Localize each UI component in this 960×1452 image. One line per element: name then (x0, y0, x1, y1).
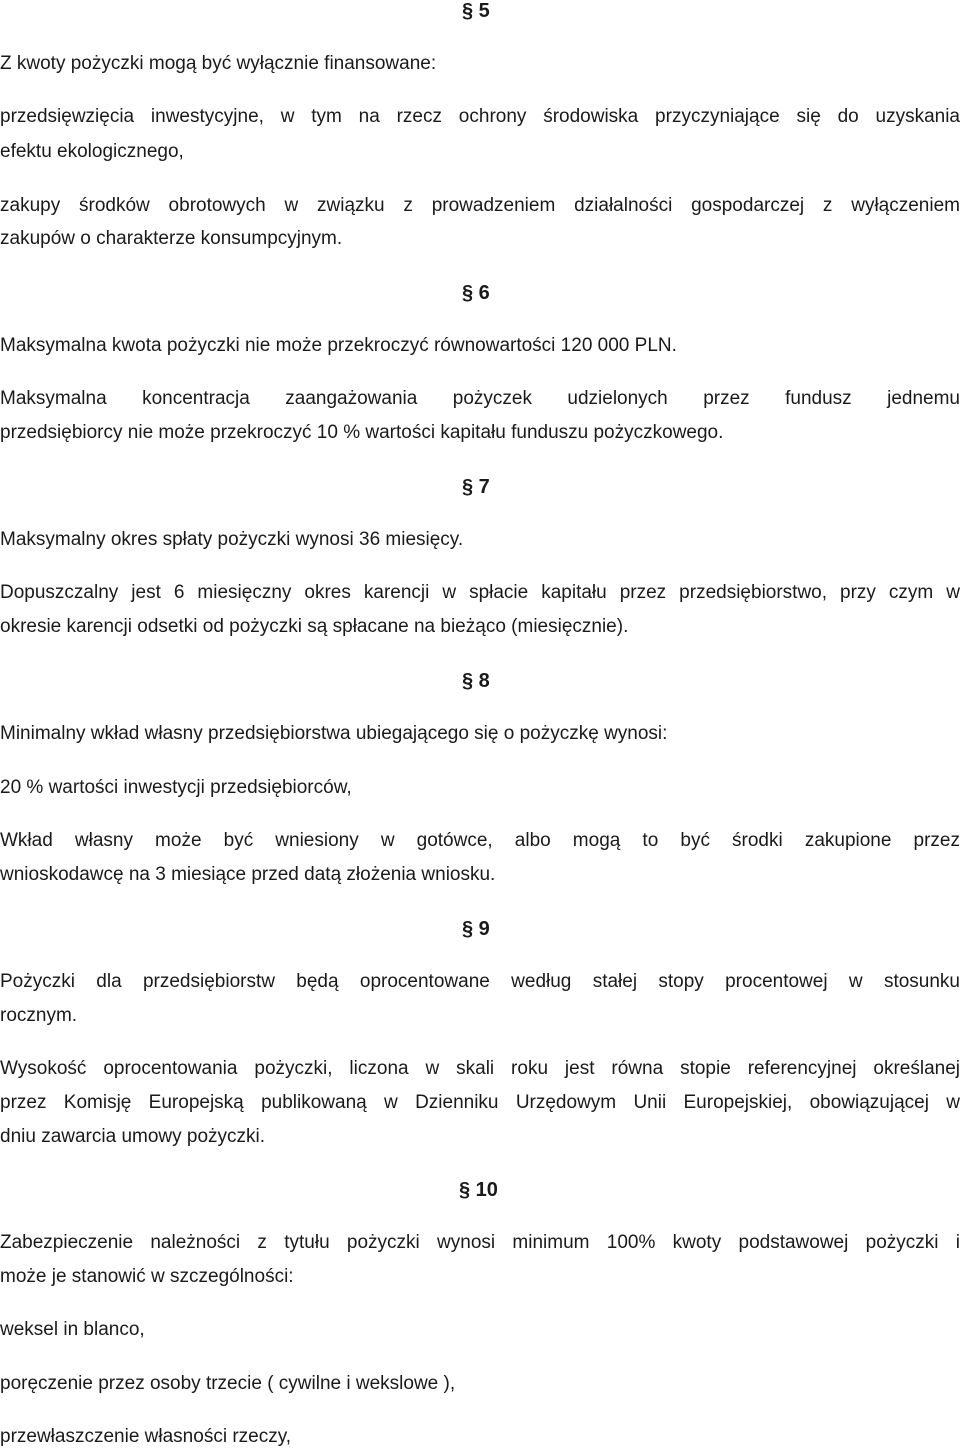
section-8-paragraph-1: Minimalny wkład własny przedsiębiorstwa ubiegającego się o pożyczkę wynosi: (0, 723, 668, 744)
section-10-paragraph-1-line-2: może je stanowić w szczególności: (0, 1266, 294, 1287)
section-9-paragraph-1-line-2: rocznym. (0, 1005, 78, 1026)
section-9-paragraph-2-line-2: przez Komisję Europejską publikowaną w Dzienniku Urzędowym Unii Europejskiej, obowiązującej w (0, 1092, 960, 1113)
section-6-heading: § 6 (462, 282, 490, 304)
section-9-paragraph-2-line-1: Wysokość oprocentowania pożyczki, liczona w skali roku jest równa stopie referencyjnej określanej (0, 1058, 960, 1079)
section-5-heading: § 5 (462, 0, 490, 22)
section-6-paragraph-2-line-2: przedsiębiorcy nie może przekroczyć 10 % wartości kapitału funduszu pożyczkowego. (0, 422, 724, 443)
section-10-item-2: poręczenie przez osoby trzecie ( cywilne i wekslowe ), (0, 1373, 456, 1394)
section-5-item-2-line-2: zakupów o charakterze konsumpcyjnym. (0, 228, 343, 249)
section-8-paragraph-3-line-1: Wkład własny może być wniesiony w gotówce, albo mogą to być środki zakupione przez (0, 830, 960, 851)
section-7-paragraph-1: Maksymalny okres spłaty pożyczki wynosi 36 miesięcy. (0, 529, 464, 550)
section-8-heading: § 8 (462, 670, 490, 692)
section-7-paragraph-2-line-2: okresie karencji odsetki od pożyczki są spłacane na bieżąco (miesięcznie). (0, 616, 629, 637)
section-10-item-3: przewłaszczenie własności rzeczy, (0, 1426, 292, 1447)
section-5-item-2-line-1: zakupy środków obrotowych w związku z prowadzeniem działalności gospodarczej z wyłączeniem (0, 195, 960, 216)
section-9-paragraph-1-line-1: Pożyczki dla przedsiębiorstw będą oprocentowane według stałej stopy procentowej w stosunku (0, 971, 960, 992)
section-6-paragraph-2-line-1: Maksymalna koncentracja zaangażowania pożyczek udzielonych przez fundusz jednemu (0, 388, 960, 409)
section-8-paragraph-3-line-2: wnioskodawcę na 3 miesiące przed datą złożenia wniosku. (0, 864, 496, 885)
section-5-item-1-line-1: przedsięwzięcia inwestycyjne, w tym na rzecz ochrony środowiska przyczyniające się do uzyskania (0, 106, 960, 127)
section-7-heading: § 7 (462, 476, 490, 498)
section-9-paragraph-2-line-3: dniu zawarcia umowy pożyczki. (0, 1126, 266, 1147)
section-8-paragraph-2: 20 % wartości inwestycji przedsiębiorców, (0, 777, 352, 798)
section-10-heading: § 10 (459, 1179, 498, 1201)
section-6-paragraph-1: Maksymalna kwota pożyczki nie może przekroczyć równowartości 120 000 PLN. (0, 335, 677, 356)
section-5-item-1-line-2: efektu ekologicznego, (0, 141, 184, 162)
section-5-intro: Z kwoty pożyczki mogą być wyłącznie finansowane: (0, 53, 437, 74)
section-10-paragraph-1-line-1: Zabezpieczenie należności z tytułu pożyczki wynosi minimum 100% kwoty podstawowej pożyczki i (0, 1232, 960, 1253)
section-10-item-1: weksel in blanco, (0, 1319, 145, 1340)
section-9-heading: § 9 (462, 918, 490, 940)
section-7-paragraph-2-line-1: Dopuszczalny jest 6 miesięczny okres karencji w spłacie kapitału przez przedsiębiorstwo, przy czym w (0, 582, 960, 603)
